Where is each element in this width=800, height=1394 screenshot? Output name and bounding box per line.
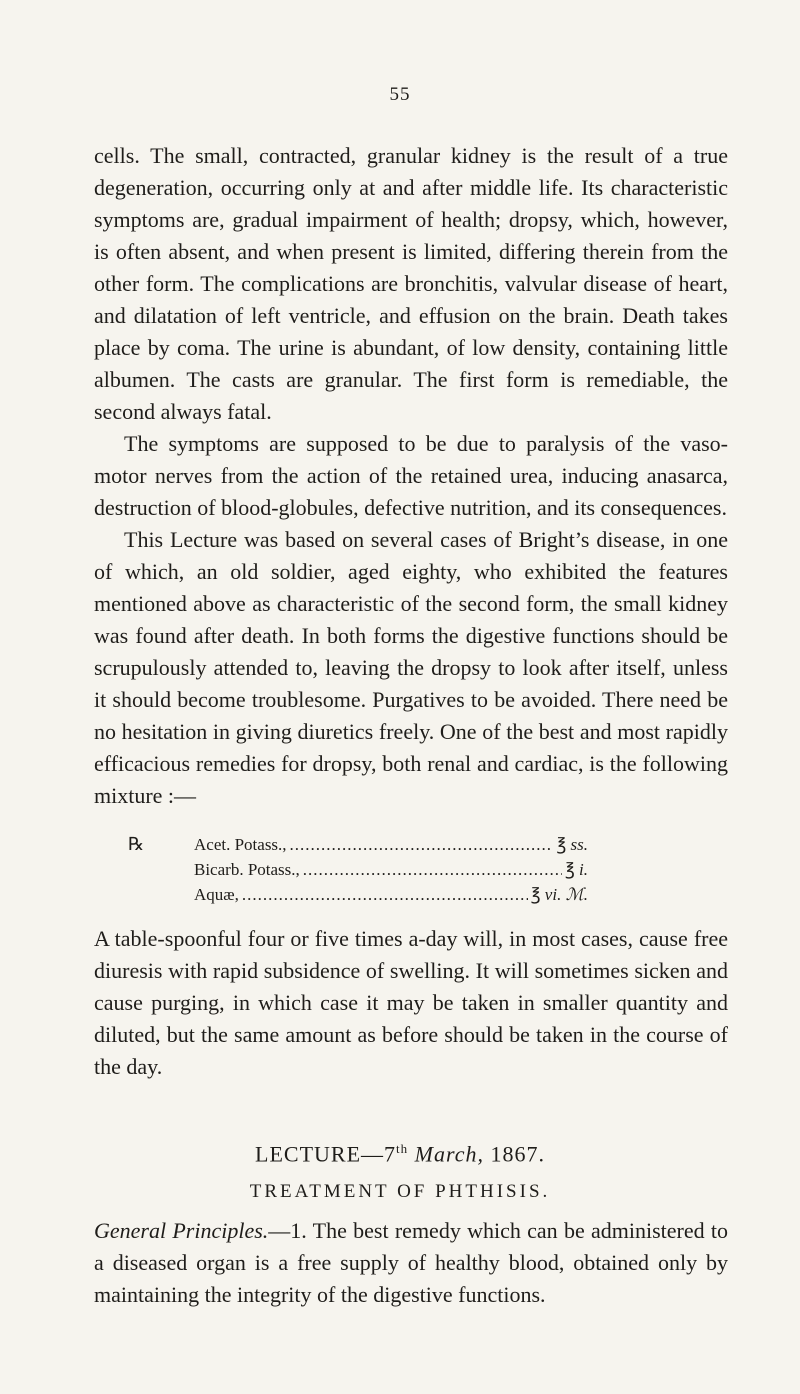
page-number: 55 xyxy=(389,84,411,105)
ingredient-name: Acet. Potass., xyxy=(194,835,287,854)
paragraph: A table-spoonful four or five times a-day will, in most cases, cause free diuresis with rapid subsidence of swelling. It will sometimes sicken and cause purging, in which case it may be taken in smaller quantity and diluted, but the same amount as before should be taken in the course of the day. xyxy=(94,926,728,1079)
ingredient-quantity: ℥ vi. ℳ. xyxy=(530,885,588,904)
ingredient-name: Aquæ, xyxy=(194,885,239,904)
paragraph: General Principles.—1. The best remedy which can be administered to a diseased organ is a free supply of healthy blood, obtained only by maintaining the integrity of the digestive functions. xyxy=(94,1218,728,1307)
body-text-bottom xyxy=(94,1215,728,1311)
paragraph: cells. The small, contracted, granular kidney is the result of a true degeneration, occurring only at and after middle life. Its characteristic symptoms are, gradual impairment of health; dropsy, which, however, is often absent, and when present is limited, differing therein from the other form. The complications are bronchitis, valvular disease of heart, and dilatation of left ventricle, and effusion on the brain. Death takes place by coma. The urine is abundant, of low density, containing little albumen. The casts are granular. The first form is remediable, the second always fatal. xyxy=(94,143,728,424)
recipe-symbol: ℞ xyxy=(128,834,145,854)
paragraph-lead: General Principles. xyxy=(94,1218,269,1243)
ingredient-quantity: ℥ ss. xyxy=(556,835,588,854)
ingredient-quantity: ℥ i. xyxy=(564,860,588,879)
body-text-mid xyxy=(94,923,728,1083)
prescription-row xyxy=(128,882,588,907)
ingredient-name: Bicarb. Potass., xyxy=(194,860,300,879)
ounce-symbol: ℥ xyxy=(556,835,567,854)
leader-dots xyxy=(290,832,554,857)
prescription-row xyxy=(128,832,588,857)
leader-dots xyxy=(242,882,528,907)
ounce-symbol: ℥ xyxy=(564,860,575,879)
section-subheading: TREATMENT OF PHTHISIS. xyxy=(249,1181,551,1202)
prescription-row xyxy=(128,857,588,882)
prescription xyxy=(128,832,588,907)
body-text-top xyxy=(94,140,728,812)
lecture-heading: LECTURE—7th March, 1867. xyxy=(255,1141,545,1167)
paragraph: The symptoms are supposed to be due to paralysis of the vaso-motor nerves from the action of the retained urea, inducing anasarca, destruction of blood-globules, defective nutrition, and its consequences. xyxy=(94,431,728,520)
ounce-symbol: ℥ xyxy=(530,885,541,904)
leader-dots xyxy=(303,857,562,882)
paragraph: This Lecture was based on several cases of Bright’s disease, in one of which, an old soldier, aged eighty, who exhibited the features mentioned above as characteristic of the second form, the small kidney was found after death. In both forms the digestive functions should be scrupulously attended to, leaving the dropsy to look after itself, unless it should become troublesome. Purgatives to be avoided. There need be no hesitation in giving diuretics freely. One of the best and most rapidly efficacious remedies for dropsy, both renal and cardiac, is the following mixture :— xyxy=(94,527,728,808)
